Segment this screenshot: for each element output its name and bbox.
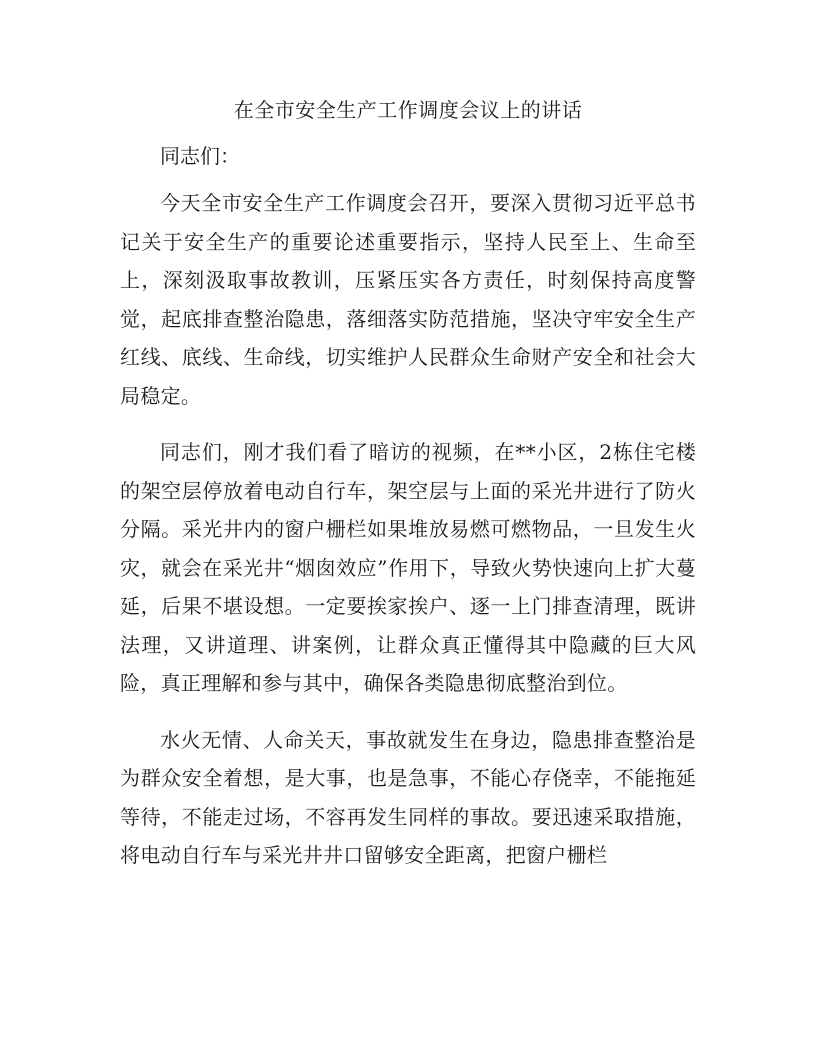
salutation: 同志们：	[160, 144, 240, 168]
paragraph-2: 同志们，刚才我们看了暗访的视频，在**小区，2栋住宅楼的架空层停放着电动自行车，架空层与上面的采光井进行了防火分隔。采光井内的窗户栅栏如果堆放易燃可燃物品，一旦发生火灾，就会在采光井“烟囱效应”作用下，导致火势快速向上扩大蔓延，后果不堪设想。一定要挨家挨户、逐一上门排查清理，既讲法理，又讲道理、讲案例，让群众真正懂得其中隐藏的巨大风险，真正理解和参与其中，确保各类隐患彻底整治到位。	[120, 440, 696, 695]
document-title: 在全市安全生产工作调度会议上的讲话	[233, 98, 583, 122]
paragraph-1: 今天全市安全生产工作调度会召开，要深入贯彻习近平总书记关于安全生产的重要论述重要指示，坚持人民至上、生命至上，深刻汲取事故教训，压紧压实各方责任，时刻保持高度警觉，起底排查整治隐患，落细落实防范措施，坚决守牢安全生产红线、底线、生命线，切实维护人民群众生命财产安全和社会大局稳定。	[120, 191, 696, 408]
paragraph-3: 水火无情、人命关天，事故就发生在身边，隐患排查整治是为群众安全着想，是大事，也是急事，不能心存侥幸，不能拖延等待，不能走过场，不容再发生同样的事故。要迅速采取措施，将电动自行车与采光井井口留够安全距离，把窗户栅栏	[120, 727, 696, 867]
document-page	[120, 92, 696, 893]
